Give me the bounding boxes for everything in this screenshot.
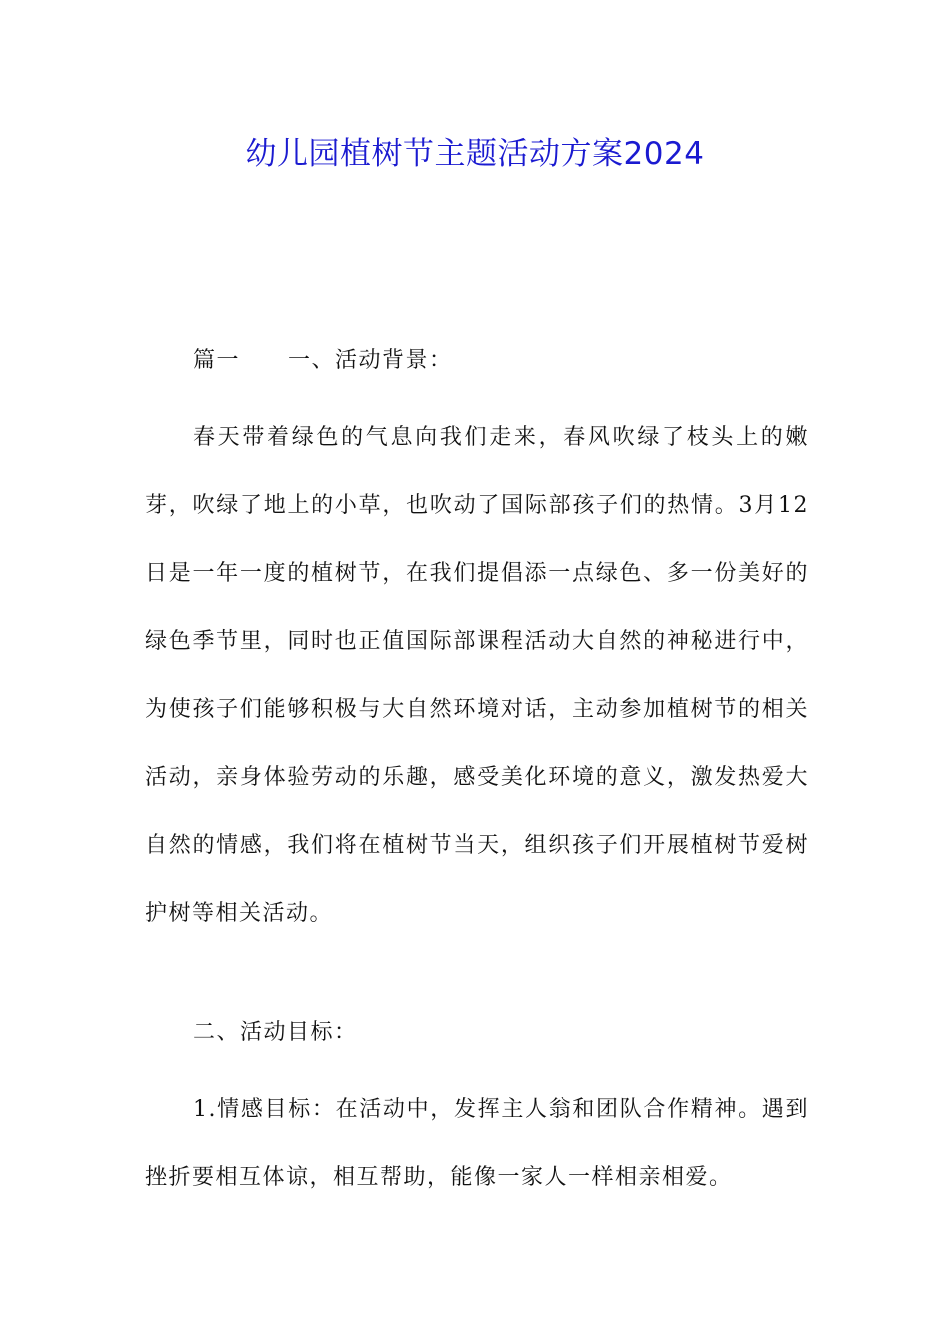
section-heading-background [193, 341, 453, 381]
paragraph-background: 春天带着绿色的气息向我们走来，春风吹绿了枝头上的嫩芽，吹绿了地上的小草，也吹动了国际部孩子们的热情。3月12日是一年一度的植树节，在我们提倡添一点绿色、多一份美好的绿色季节里，同时也正值国际部课程活动大自然的神秘进行中，为使孩子们能够积极与大自然环境对话，主动参加植树节的相关活动，亲身体验劳动的乐趣，感受美化环境的意义，激发热爱大自然的情感，我们将在植树节当天，组织孩子们开展植树节爱树护树等相关活动。 [145, 425, 809, 926]
part-label: 篇一 [193, 348, 241, 373]
document-title: 幼儿园植树节主题活动方案2024 [245, 136, 705, 172]
section-heading-goals: 二、活动目标： [193, 1020, 358, 1045]
section-heading-text: 一、活动背景： [288, 348, 453, 373]
paragraph-goals: 1.情感目标：在活动中，发挥主人翁和团队合作精神。遇到挫折要相互体谅，相互帮助，能像一家人一样相亲相爱。 [145, 1097, 809, 1190]
